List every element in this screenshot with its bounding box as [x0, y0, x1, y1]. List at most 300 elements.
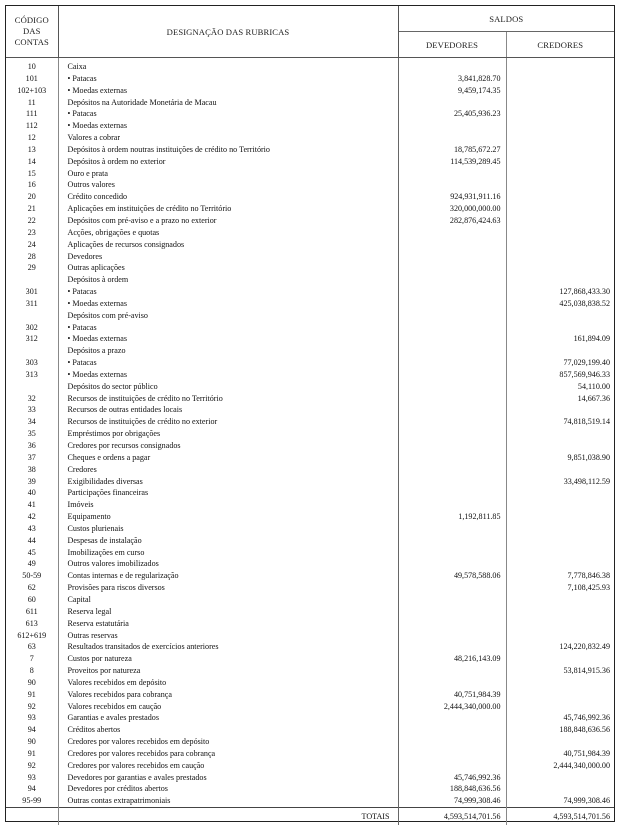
table-row	[6, 653, 614, 665]
credit-balance	[506, 179, 614, 191]
account-code: 33	[6, 404, 58, 416]
table-row	[6, 712, 614, 724]
credit-balance	[506, 58, 614, 73]
account-code: 91	[6, 748, 58, 760]
debit-balance	[398, 357, 506, 369]
account-description: Credores por valores recebidos para cobrança	[58, 748, 398, 760]
credit-balance: 7,108,425.93	[567, 583, 610, 593]
table-row	[6, 404, 614, 416]
table-row	[6, 795, 614, 807]
account-description: Participações financeiras	[58, 487, 398, 499]
account-code: 92	[6, 701, 58, 713]
account-code: 22	[6, 215, 58, 227]
account-code: 92	[6, 760, 58, 772]
table-row	[6, 108, 614, 120]
account-description: • Moedas externas	[58, 298, 398, 310]
debit-balance	[398, 168, 506, 180]
account-description: Depósitos na Autoridade Monetária de Macau	[58, 97, 398, 109]
credit-balance	[506, 523, 614, 535]
credit-balance: 857,569,946.33	[559, 369, 610, 379]
account-description: Devedores	[58, 251, 398, 263]
debit-balance	[398, 476, 506, 488]
account-description: Caixa	[58, 58, 398, 73]
account-code: 60	[6, 594, 58, 606]
account-code: 43	[6, 523, 58, 535]
table-row	[6, 179, 614, 191]
debit-balance: 3,841,828.70	[398, 73, 506, 85]
account-description: Capital	[58, 594, 398, 606]
debit-balance	[398, 251, 506, 263]
account-code: 302	[6, 322, 58, 334]
account-description: Valores recebidos em caução	[58, 701, 398, 713]
debit-balance	[398, 369, 506, 381]
debit-balance: 282,876,424.63	[398, 215, 506, 227]
account-code: 36	[6, 440, 58, 452]
account-code: 15	[6, 168, 58, 180]
debit-balance	[398, 428, 506, 440]
table-row	[6, 736, 614, 748]
debit-balance: 18,785,672.27	[398, 144, 506, 156]
accounts-table	[6, 6, 614, 825]
account-description: Outras reservas	[58, 630, 398, 642]
debit-balance	[398, 298, 506, 310]
credit-balance	[506, 772, 614, 784]
account-description: Outras aplicações	[58, 262, 398, 274]
account-description: Depósitos com pré-aviso	[58, 310, 398, 322]
account-description: Depósitos à ordem	[58, 274, 398, 286]
credit-balance	[506, 191, 614, 203]
credit-balance: 45,746,992.36	[563, 713, 610, 723]
debit-balance	[398, 547, 506, 559]
debit-balance: 49,578,588.06	[398, 570, 506, 582]
table-row	[6, 582, 614, 594]
credit-balance	[506, 630, 614, 642]
table-row	[6, 665, 614, 677]
table-row	[6, 97, 614, 109]
code-header-line-3: CONTAS	[14, 37, 49, 47]
debit-balance	[398, 535, 506, 547]
account-description: Depósitos à ordem noutras instituições de crédito no Território	[58, 144, 398, 156]
credit-balance	[506, 168, 614, 180]
account-code-header	[6, 6, 58, 58]
debit-balance	[398, 630, 506, 642]
table-row	[6, 606, 614, 618]
credit-balance	[506, 606, 614, 618]
account-description: Garantias e avales prestados	[58, 712, 398, 724]
table-body	[6, 58, 614, 808]
table-row	[6, 499, 614, 511]
account-code: 50-59	[6, 570, 58, 582]
account-code: 44	[6, 535, 58, 547]
account-description: Credores por valores recebidos em depósito	[58, 736, 398, 748]
account-description: Contas internas e de regularização	[58, 570, 398, 582]
account-description: Reserva legal	[58, 606, 398, 618]
table-row	[6, 381, 614, 393]
account-code: 313	[6, 369, 58, 381]
credit-balance: 14,667.36	[577, 393, 610, 403]
credit-balance	[506, 215, 614, 227]
description-header: DESIGNAÇÃO DAS RUBRICAS	[58, 6, 398, 58]
account-code: 34	[6, 416, 58, 428]
table-row	[6, 120, 614, 132]
credit-balance	[506, 73, 614, 85]
account-code: 11	[6, 97, 58, 109]
table-row	[6, 630, 614, 642]
table-row	[6, 594, 614, 606]
credit-balance	[506, 701, 614, 713]
account-description: Devedores por garantias e avales prestados	[58, 772, 398, 784]
account-code: 90	[6, 736, 58, 748]
credit-balance: 74,999,308.46	[563, 796, 610, 806]
credit-balance	[506, 594, 614, 606]
account-code: 62	[6, 582, 58, 594]
debit-balance: 320,000,000.00	[398, 203, 506, 215]
table-row	[6, 168, 614, 180]
table-row	[6, 58, 614, 73]
debit-balance	[398, 286, 506, 298]
account-code: 94	[6, 724, 58, 736]
table-row	[6, 357, 614, 369]
credit-balance	[506, 132, 614, 144]
credit-balance	[506, 322, 614, 334]
debit-balance	[398, 523, 506, 535]
credit-balance	[506, 689, 614, 701]
credit-balance	[506, 535, 614, 547]
table-row	[6, 239, 614, 251]
credit-balance: 127,868,433.30	[559, 287, 610, 297]
credit-balance	[506, 428, 614, 440]
debit-balance	[398, 440, 506, 452]
credit-balance	[506, 274, 614, 286]
account-code: 29	[6, 262, 58, 274]
account-code: 611	[6, 606, 58, 618]
debit-balance: 45,746,992.36	[398, 772, 506, 784]
credit-balance	[506, 227, 614, 239]
table-row	[6, 760, 614, 772]
table-row	[6, 369, 614, 381]
account-description: Créditos abertos	[58, 724, 398, 736]
credit-balance: 74,818,519.14	[563, 417, 610, 427]
account-description: Valores recebidos para cobrança	[58, 689, 398, 701]
credit-balance	[506, 310, 614, 322]
table-row	[6, 748, 614, 760]
credit-balance	[506, 251, 614, 263]
debit-balance: 74,999,308.46	[398, 795, 506, 807]
debit-balance	[398, 618, 506, 630]
account-description: Recursos de outras entidades locais	[58, 404, 398, 416]
balance-sheet-table	[5, 5, 615, 822]
account-code	[6, 310, 58, 322]
credit-balance	[506, 97, 614, 109]
debit-balance	[398, 452, 506, 464]
account-code: 35	[6, 428, 58, 440]
account-code: 14	[6, 156, 58, 168]
debit-balance	[398, 487, 506, 499]
debit-balance	[398, 58, 506, 73]
account-description: Recursos de instituições de crédito no Território	[58, 393, 398, 405]
account-code: 111	[6, 108, 58, 120]
account-code	[6, 345, 58, 357]
totals-label: TOTAIS	[58, 808, 398, 826]
account-description: Credores por recursos consignados	[58, 440, 398, 452]
debit-balance: 25,405,936.23	[398, 108, 506, 120]
credit-balance: 7,778,846.38	[567, 571, 610, 581]
credit-balance	[506, 203, 614, 215]
account-description: Depósitos à ordem no exterior	[58, 156, 398, 168]
table-row	[6, 251, 614, 263]
account-code	[6, 381, 58, 393]
account-description: Acções, obrigações e quotas	[58, 227, 398, 239]
account-code: 40	[6, 487, 58, 499]
totals-credit: 4,593,514,701.56	[506, 808, 614, 826]
table-row	[6, 286, 614, 298]
credit-balance	[506, 404, 614, 416]
credit-balance: 40,751,984.39	[563, 748, 610, 758]
account-description: Depósitos com pré-aviso e a prazo no exterior	[58, 215, 398, 227]
debit-balance: 924,931,911.16	[398, 191, 506, 203]
balances-group-header: SALDOS	[398, 6, 614, 32]
table-row	[6, 570, 614, 582]
account-description: Credores	[58, 464, 398, 476]
debit-balance	[398, 641, 506, 653]
account-description: Equipamento	[58, 511, 398, 523]
account-description: • Moedas externas	[58, 369, 398, 381]
debit-balance	[398, 760, 506, 772]
account-code: 112	[6, 120, 58, 132]
table-row	[6, 641, 614, 653]
account-description: Valores a cobrar	[58, 132, 398, 144]
debit-balance	[398, 404, 506, 416]
account-code: 101	[6, 73, 58, 85]
credit-balance: 188,848,636.56	[559, 725, 610, 735]
credit-balance	[506, 120, 614, 132]
debit-balance	[398, 499, 506, 511]
code-header-line-2: DAS	[23, 26, 41, 36]
credit-balance: 53,814,915.36	[563, 666, 610, 676]
account-description: Resultados transitados de exercícios anteriores	[58, 641, 398, 653]
account-description: Proveitos por natureza	[58, 665, 398, 677]
debit-balance	[398, 665, 506, 677]
account-description: Credores por valores recebidos em caução	[58, 760, 398, 772]
debit-balance	[398, 120, 506, 132]
account-description: Provisões para riscos diversos	[58, 582, 398, 594]
account-description: Aplicações em instituições de crédito no Território	[58, 203, 398, 215]
debit-balance: 2,444,340,000.00	[398, 701, 506, 713]
debit-balance	[398, 712, 506, 724]
debit-balance: 114,539,289.45	[398, 156, 506, 168]
credit-balance	[506, 558, 614, 570]
account-code: 42	[6, 511, 58, 523]
table-row	[6, 428, 614, 440]
debit-balance: 9,459,174.35	[398, 85, 506, 97]
account-description: Outras contas extrapatrimoniais	[58, 795, 398, 807]
account-code: 301	[6, 286, 58, 298]
debit-balance	[398, 179, 506, 191]
table-row	[6, 783, 614, 795]
totals-debit: 4,593,514,701.56	[398, 808, 506, 826]
table-row	[6, 215, 614, 227]
debit-balance	[398, 416, 506, 428]
table-row	[6, 701, 614, 713]
debit-balance	[398, 724, 506, 736]
credit-balance	[506, 618, 614, 630]
credit-balance: 33,498,112.59	[563, 476, 610, 486]
account-description: Outros valores imobilizados	[58, 558, 398, 570]
account-code: 94	[6, 783, 58, 795]
credit-balance: 9,851,038.90	[567, 452, 610, 462]
table-row	[6, 274, 614, 286]
account-description: Depósitos a prazo	[58, 345, 398, 357]
account-code: 41	[6, 499, 58, 511]
credit-balance	[506, 783, 614, 795]
account-code: 16	[6, 179, 58, 191]
account-code: 612+619	[6, 630, 58, 642]
table-row	[6, 298, 614, 310]
account-description: Depósitos do sector público	[58, 381, 398, 393]
credit-balance: 2,444,340,000.00	[553, 760, 610, 770]
code-header-line-1: CÓDIGO	[14, 15, 49, 25]
account-description: • Moedas externas	[58, 120, 398, 132]
debit-balance	[398, 274, 506, 286]
account-code: 12	[6, 132, 58, 144]
account-code: 37	[6, 452, 58, 464]
account-description: Ouro e prata	[58, 168, 398, 180]
debit-balance	[398, 558, 506, 570]
table-row	[6, 262, 614, 274]
table-row	[6, 393, 614, 405]
account-description: Empréstimos por obrigações	[58, 428, 398, 440]
account-description: • Patacas	[58, 286, 398, 298]
account-code: 28	[6, 251, 58, 263]
account-code: 38	[6, 464, 58, 476]
table-row	[6, 618, 614, 630]
account-code: 21	[6, 203, 58, 215]
credit-balance	[506, 144, 614, 156]
credit-balance	[506, 262, 614, 274]
account-code: 613	[6, 618, 58, 630]
credit-balance	[506, 156, 614, 168]
table-row	[6, 535, 614, 547]
credit-balance: 161,894.09	[573, 334, 610, 344]
table-row	[6, 85, 614, 97]
debit-balance	[398, 677, 506, 689]
debit-balance	[398, 345, 506, 357]
debit-balance	[398, 310, 506, 322]
table-row	[6, 132, 614, 144]
credit-balance	[506, 499, 614, 511]
account-code: 13	[6, 144, 58, 156]
table-row	[6, 689, 614, 701]
table-row	[6, 558, 614, 570]
credit-balance: 77,029,199.40	[563, 358, 610, 368]
account-description: Outros valores	[58, 179, 398, 191]
account-code: 24	[6, 239, 58, 251]
totals-code-cell	[6, 808, 58, 826]
account-description: Reserva estatutária	[58, 618, 398, 630]
totals-row	[6, 808, 614, 826]
account-code: 303	[6, 357, 58, 369]
table-row	[6, 345, 614, 357]
account-code: 90	[6, 677, 58, 689]
table-row	[6, 144, 614, 156]
account-code: 23	[6, 227, 58, 239]
account-code: 311	[6, 298, 58, 310]
account-description: Imóveis	[58, 499, 398, 511]
table-row	[6, 547, 614, 559]
debit-balance	[398, 132, 506, 144]
credit-balance: 54,110.00	[577, 381, 610, 391]
credit-balance: 425,038,838.52	[559, 298, 610, 308]
table-row	[6, 476, 614, 488]
credit-balance	[506, 108, 614, 120]
table-row	[6, 464, 614, 476]
debit-balance	[398, 239, 506, 251]
account-code: 45	[6, 547, 58, 559]
credit-balance	[506, 464, 614, 476]
debit-balance: 48,216,143.09	[398, 653, 506, 665]
credit-balance	[506, 440, 614, 452]
account-code: 312	[6, 333, 58, 345]
table-row	[6, 156, 614, 168]
credit-balance	[506, 345, 614, 357]
debit-balance	[398, 393, 506, 405]
account-description: Aplicações de recursos consignados	[58, 239, 398, 251]
account-code: 10	[6, 58, 58, 73]
account-code: 102+103	[6, 85, 58, 97]
account-description: Custos por natureza	[58, 653, 398, 665]
account-code: 32	[6, 393, 58, 405]
table-row	[6, 310, 614, 322]
credit-header: CREDORES	[506, 32, 614, 58]
credit-balance	[506, 547, 614, 559]
account-code: 7	[6, 653, 58, 665]
debit-balance	[398, 97, 506, 109]
account-code	[6, 274, 58, 286]
debit-balance	[398, 606, 506, 618]
account-code: 20	[6, 191, 58, 203]
account-code: 93	[6, 772, 58, 784]
debit-balance: 188,848,636.56	[398, 783, 506, 795]
account-description: Devedores por créditos abertos	[58, 783, 398, 795]
account-code: 63	[6, 641, 58, 653]
account-code: 91	[6, 689, 58, 701]
account-description: Exigibilidades diversas	[58, 476, 398, 488]
account-code: 8	[6, 665, 58, 677]
table-row	[6, 523, 614, 535]
debit-balance	[398, 582, 506, 594]
table-row	[6, 416, 614, 428]
debit-balance	[398, 381, 506, 393]
table-row	[6, 677, 614, 689]
account-description: • Patacas	[58, 322, 398, 334]
table-row	[6, 73, 614, 85]
account-description: Crédito concedido	[58, 191, 398, 203]
credit-balance	[506, 239, 614, 251]
debit-balance	[398, 322, 506, 334]
debit-balance	[398, 748, 506, 760]
credit-balance: 124,220,832.49	[559, 642, 610, 652]
table-row	[6, 724, 614, 736]
debit-balance	[398, 227, 506, 239]
table-row	[6, 511, 614, 523]
account-code: 39	[6, 476, 58, 488]
credit-balance	[506, 736, 614, 748]
credit-balance	[506, 487, 614, 499]
table-row	[6, 487, 614, 499]
table-row	[6, 772, 614, 784]
credit-balance	[506, 677, 614, 689]
debit-balance: 1,192,811.85	[398, 511, 506, 523]
